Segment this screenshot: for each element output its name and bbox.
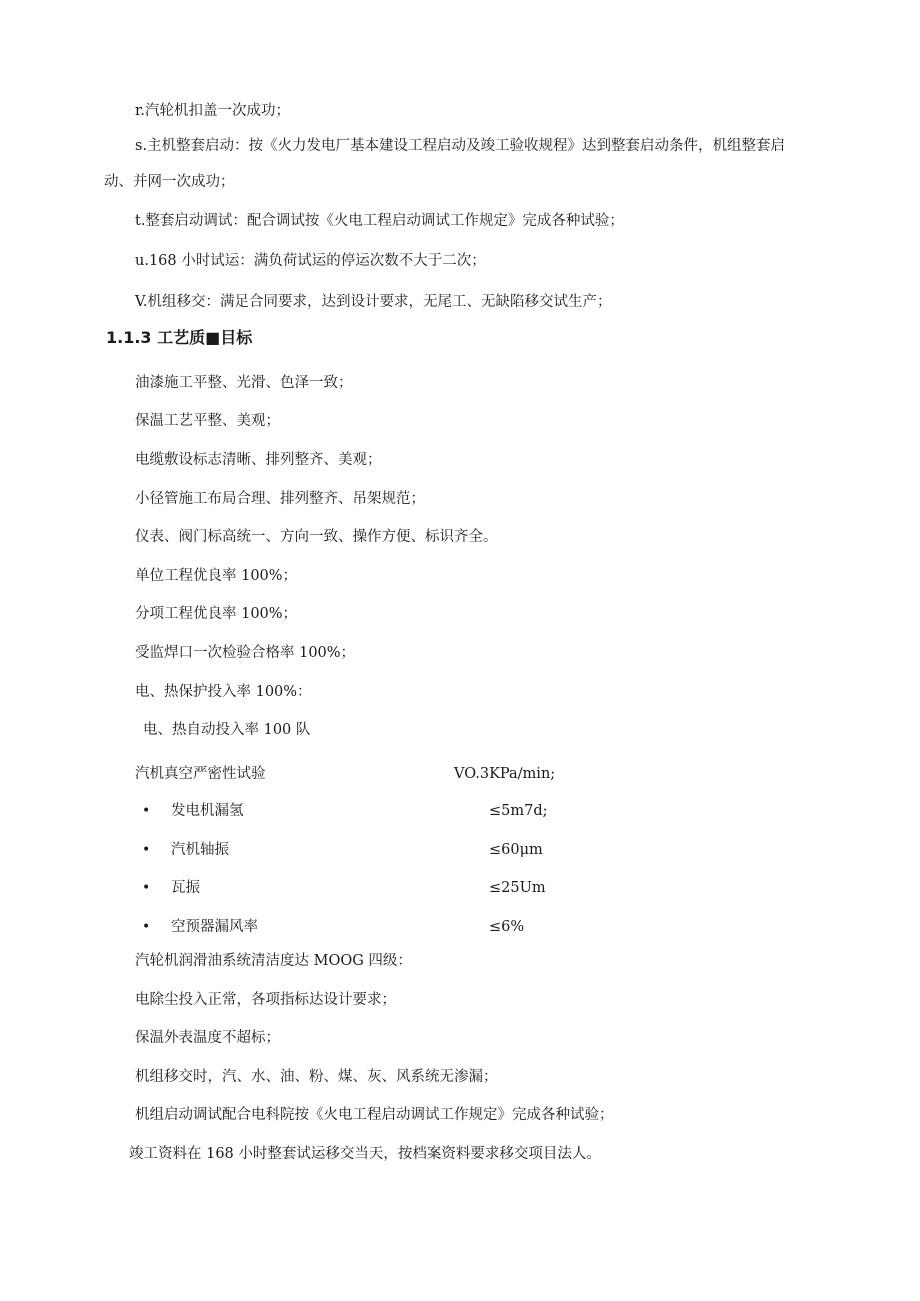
- closing-item: 机组移交时，汽、水、油、粉、煤、灰、风系统无渗漏；: [135, 1069, 498, 1085]
- item-v: V.机组移交：满足合同要求，达到设计要求，无尾工、无缺陷移交试生产；: [135, 294, 612, 310]
- metric-value: ≤5m7d;: [489, 803, 548, 819]
- goal-item: 分项工程优良率 100%；: [135, 606, 298, 622]
- goal-item: 电、热保护投入率 100%：: [135, 684, 312, 700]
- vacuum-label: 汽机真空严密性试验: [135, 766, 266, 782]
- goal-item: 电缆敷设标志清晰、排列整齐、美观；: [135, 452, 382, 468]
- metric-label: 空预器漏风率: [171, 919, 258, 935]
- goal-item: 仪表、阀门标高统一、方向一致、操作方便、标识齐全。: [135, 529, 498, 545]
- goal-item: 小径管施工布局合理、排列整齐、吊架规范；: [135, 491, 425, 507]
- metric-value: ≤25Um: [489, 880, 546, 896]
- bullet-icon: •: [142, 842, 151, 858]
- bullet-icon: •: [142, 803, 151, 819]
- closing-item: 机组启动调试配合电科院按《火电工程启动调试工作规定》完成各种试验；: [135, 1107, 614, 1123]
- item-s-line1: s.主机整套启动：按《火力发电厂基本建设工程启动及竣工验收规程》达到整套启动条件，机组整套启: [135, 138, 786, 154]
- item-r: r.汽轮机扣盖一次成功；: [135, 103, 290, 119]
- item-u: u.168 小时试运：满负荷试运的停运次数不大于二次；: [135, 253, 486, 269]
- metric-label: 瓦振: [171, 880, 200, 896]
- vacuum-value: VO.3KPa∕min;: [454, 766, 556, 782]
- goal-item: 电、热自动投入率 100 队: [143, 722, 311, 738]
- closing-item: 保温外表温度不超标；: [135, 1030, 280, 1046]
- bullet-icon: •: [142, 919, 151, 935]
- bullet-icon: •: [142, 880, 151, 896]
- closing-item: 电除尘投入正常，各项指标达设计要求；: [135, 992, 396, 1008]
- goal-item: 保温工艺平整、美观；: [135, 413, 280, 429]
- item-t: t.整套启动调试：配合调试按《火电工程启动调试工作规定》完成各种试验；: [135, 213, 624, 229]
- section-heading: 1.1.3 工艺质■目标: [106, 328, 253, 347]
- closing-item: 竣工资料在 168 小时整套试运移交当天，按档案资料要求移交项目法人。: [129, 1146, 601, 1162]
- closing-item: 汽轮机润滑油系统清洁度达 MOOG 四级：: [135, 953, 412, 969]
- goal-item: 受监焊口一次检验合格率 100%；: [135, 645, 356, 661]
- goal-item: 油漆施工平整、光滑、色泽一致；: [135, 375, 353, 391]
- metric-label: 汽机轴振: [171, 842, 229, 858]
- metric-value: ≤60μm: [489, 842, 543, 858]
- metric-value: ≤6%: [489, 919, 525, 935]
- goal-item: 单位工程优良率 100%；: [135, 568, 298, 584]
- item-s-line2: 动、并网一次成功；: [104, 174, 235, 190]
- metric-label: 发电机漏氢: [171, 803, 244, 819]
